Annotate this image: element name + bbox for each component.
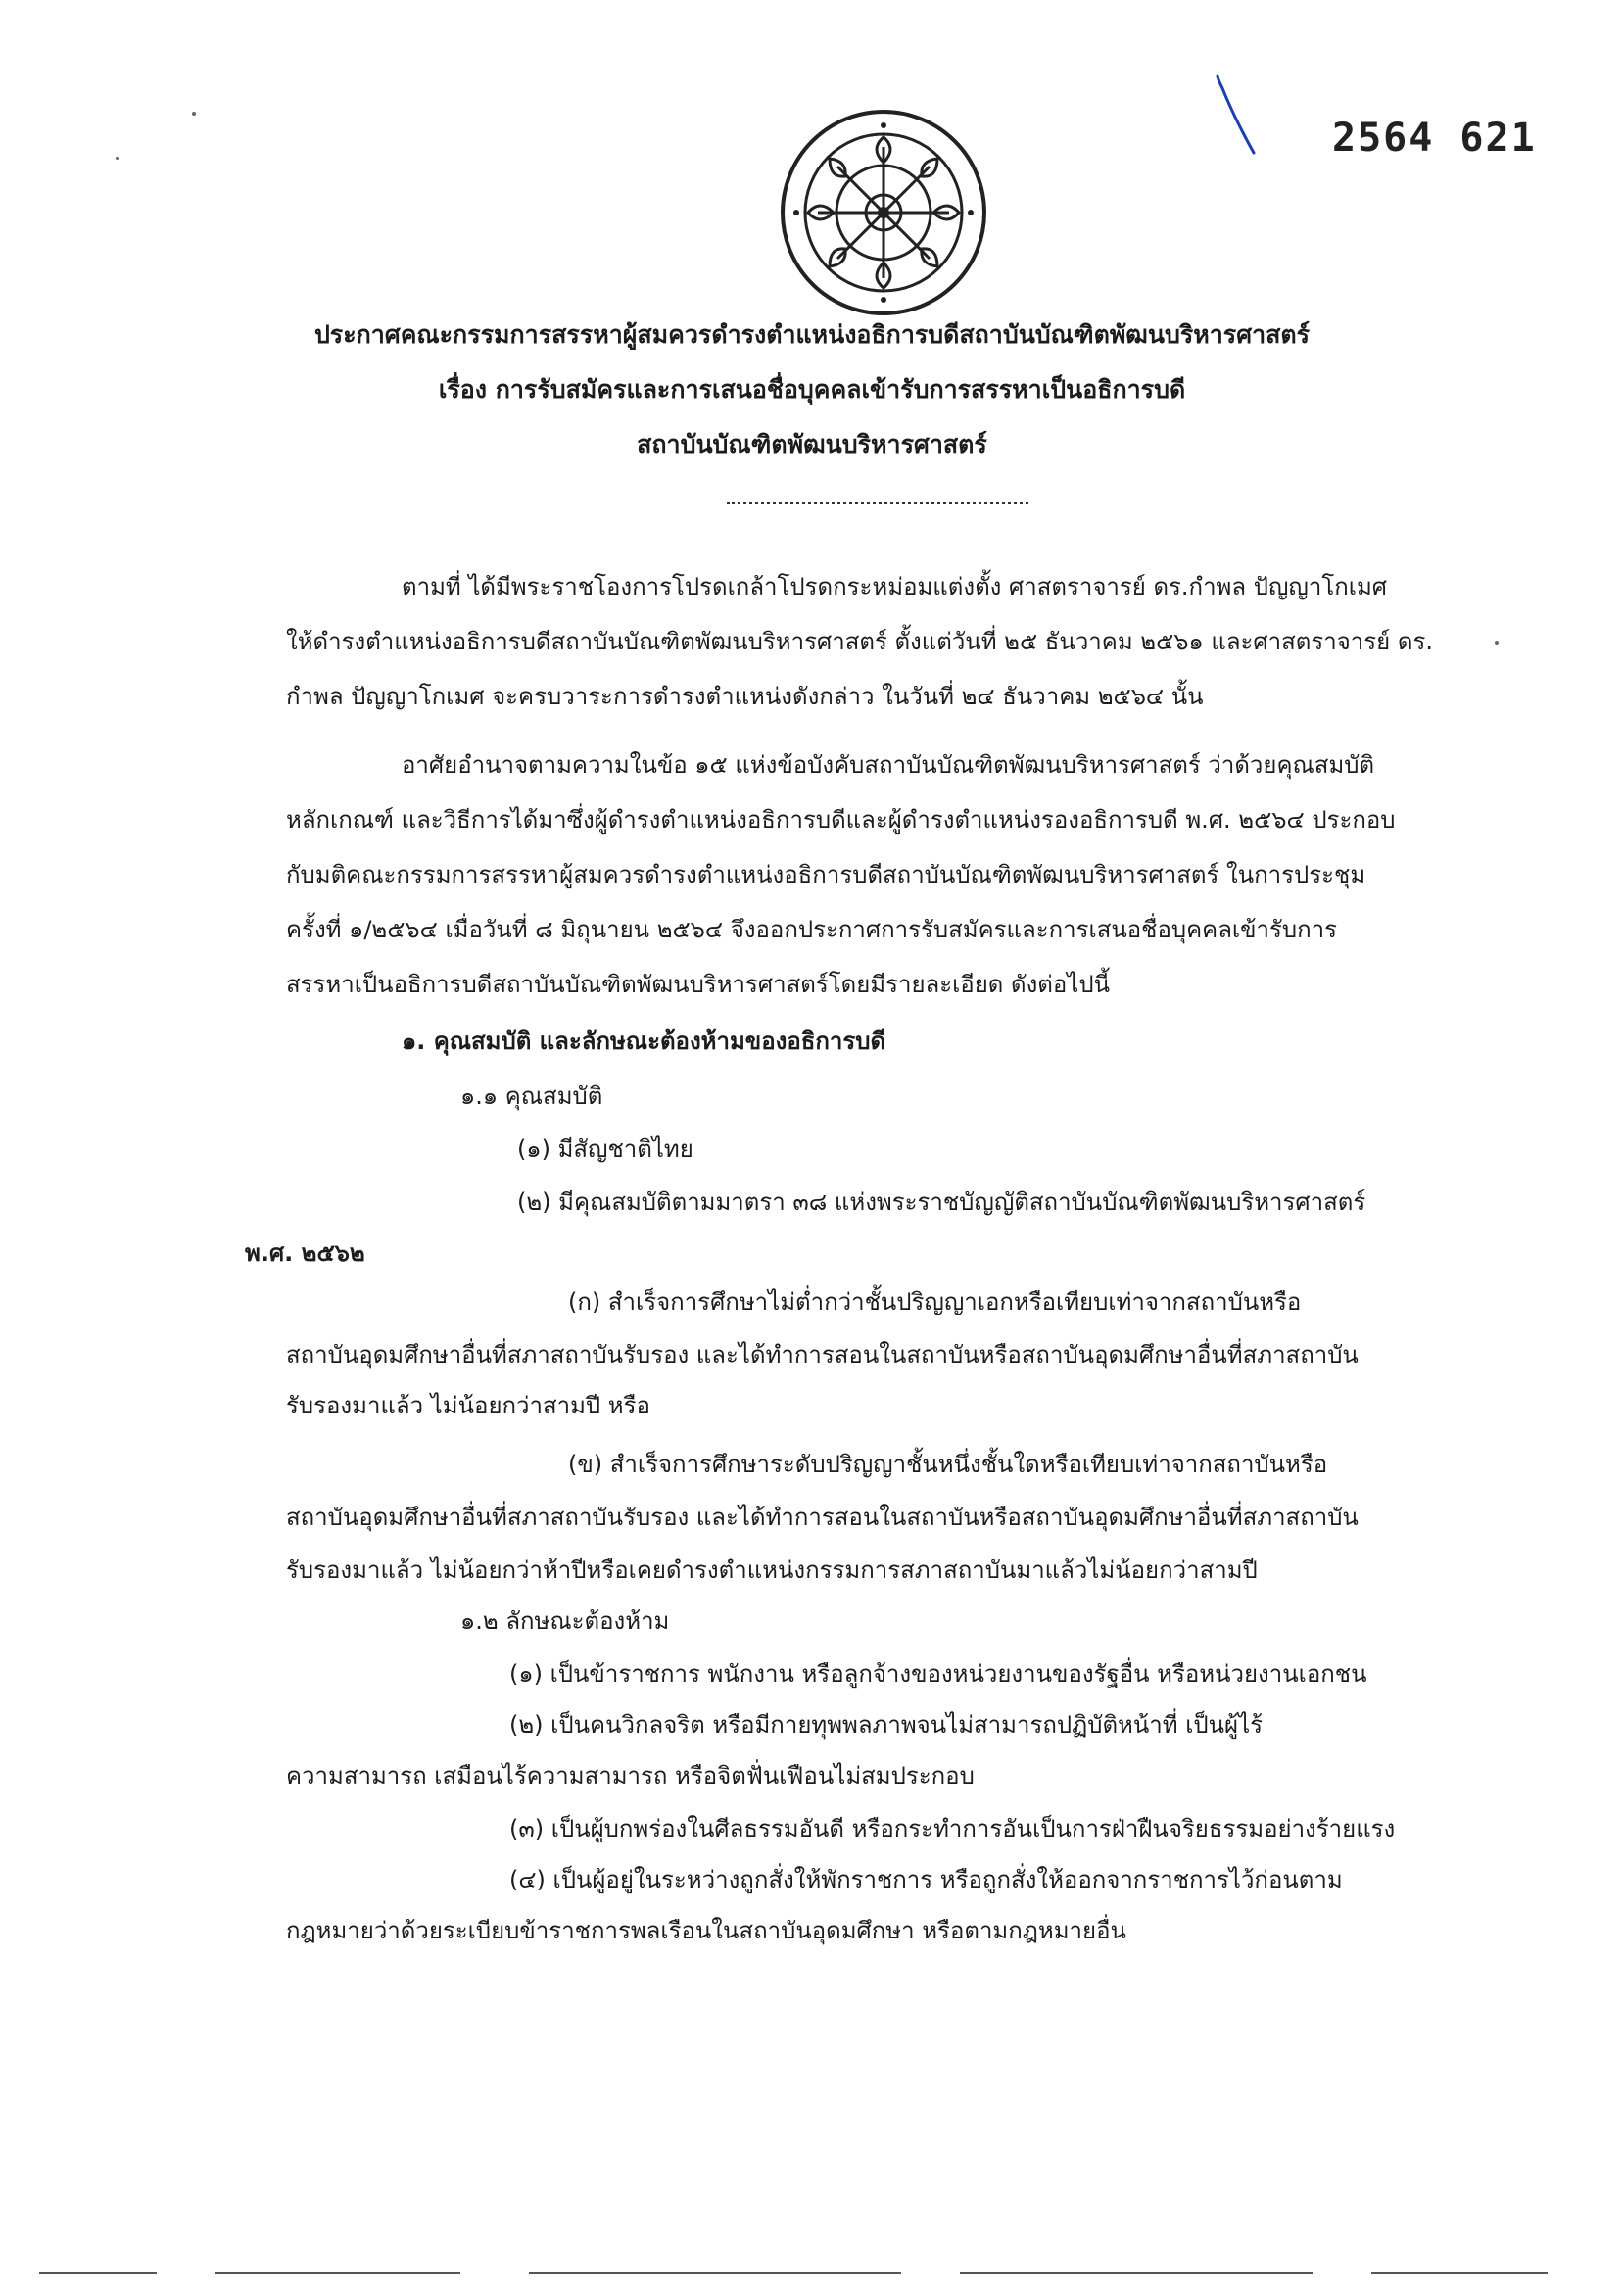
para1-line-3: กำพล ปัญญาโกเมศ จะครบวาระการดำรงตำแหน่งดังกล่าว ในวันที่ ๒๔ ธันวาคม ๒๕๖๔ นั้น xyxy=(286,683,1204,710)
scan-edge-line xyxy=(960,2272,1313,2274)
qualification-1: (๑) มีสัญชาติไทย xyxy=(517,1135,693,1163)
para1-line-1: ตามที่ ได้มีพระราชโองการโปรดเกล้าโปรดกระหม่อมแต่งตั้ง ศาสตราจารย์ ดร.กำพล ปัญญาโกเมศ xyxy=(402,573,1387,600)
para2-line-1: อาศัยอำนาจตามความในข้อ ๑๕ แห่งข้อบังคับสถาบันบัณฑิตพัฒนบริหารศาสตร์ ว่าด้วยคุณสมบัติ xyxy=(402,751,1375,779)
para2-line-4: ครั้งที่ ๑/๒๕๖๔ เมื่อวันที่ ๘ มิถุนายน ๒๕๖๔ จึงออกประกาศการรับสมัครและการเสนอชื่อบุคคลเข้ารับการ xyxy=(286,916,1338,943)
qualification-a-line-1: (ก) สำเร็จการศึกษาไม่ต่ำกว่าชั้นปริญญาเอกหรือเทียบเท่าจากสถาบันหรือ xyxy=(568,1288,1302,1315)
qualification-a-line-3: รับรองมาแล้ว ไม่น้อยกว่าสามปี หรือ xyxy=(286,1392,650,1419)
title-line-1: ประกาศคณะกรรมการสรรหาผู้สมควรดำรงตำแหน่งอธิการบดีสถาบันบัณฑิตพัฒนบริหารศาสตร์ xyxy=(313,320,1311,349)
prohibition-3: (๓) เป็นผู้บกพร่องในศีลธรรมอันดี หรือกระทำการอันเป็นการฝ่าฝืนจริยธรรมอย่างร้ายแรง xyxy=(509,1815,1396,1842)
prohibition-2-line-2: ความสามารถ เสมือนไร้ความสามารถ หรือจิตฟั่นเฟือนไม่สมประกอบ xyxy=(286,1762,975,1790)
title-line-2: เรื่อง การรับสมัครและการเสนอชื่อบุคคลเข้ารับการสรรหาเป็นอธิการบดี xyxy=(438,375,1186,404)
institution-seal-icon xyxy=(779,108,989,318)
section1-2-heading: ๑.๒ ลักษณะต้องห้าม xyxy=(460,1607,670,1635)
dotted-divider xyxy=(727,502,1028,504)
prohibition-4-line-2: กฎหมายว่าด้วยระเบียบข้าราชการพลเรือนในสถาบันอุดมศึกษา หรือตามกฎหมายอื่น xyxy=(286,1917,1126,1944)
scan-speck xyxy=(116,157,119,160)
scan-edge-line xyxy=(1371,2272,1548,2274)
prohibition-2-line-1: (๒) เป็นคนวิกลจริต หรือมีกายทุพพลภาพจนไม่สามารถปฏิบัติหน้าที่ เป็นผู้ไร้ xyxy=(509,1711,1264,1739)
pen-mark xyxy=(1213,71,1262,159)
para1-line-2: ให้ดำรงตำแหน่งอธิการบดีสถาบันบัณฑิตพัฒนบริหารศาสตร์ ตั้งแต่วันที่ ๒๕ ธันวาคม ๒๕๖๑ และศาสตราจารย์ ดร. xyxy=(286,628,1433,655)
qualification-a-line-2: สถาบันอุดมศึกษาอื่นที่สภาสถาบันรับรอง และได้ทำการสอนในสถาบันหรือสถาบันอุดมศึกษาอื่นที่สภาสถาบัน xyxy=(286,1341,1359,1368)
title-line-3: สถาบันบัณฑิตพัฒนบริหารศาสตร์ xyxy=(637,430,987,458)
qualification-2-year: พ.ศ. ๒๕๖๒ xyxy=(245,1239,365,1267)
qualification-2: (๒) มีคุณสมบัติตามมาตรา ๓๘ แห่งพระราชบัญญัติสถาบันบัณฑิตพัฒนบริหารศาสตร์ xyxy=(517,1188,1366,1216)
qualification-b-line-1: (ข) สำเร็จการศึกษาระดับปริญญาชั้นหนึ่งชั้นใดหรือเทียบเท่าจากสถาบันหรือ xyxy=(568,1451,1328,1478)
para2-line-5: สรรหาเป็นอธิการบดีสถาบันบัณฑิตพัฒนบริหารศาสตร์โดยมีรายละเอียด ดังต่อไปนี้ xyxy=(286,971,1111,998)
qualification-b-line-3: รับรองมาแล้ว ไม่น้อยกว่าห้าปีหรือเคยดำรงตำแหน่งกรรมการสภาสถาบันมาแล้วไม่น้อยกว่าสามปี xyxy=(286,1556,1258,1584)
prohibition-4-line-1: (๔) เป็นผู้อยู่ในระหว่างถูกสั่งให้พักราชการ หรือถูกสั่งให้ออกจากราชการไว้ก่อนตาม xyxy=(509,1866,1343,1893)
document-number: 2564 621 xyxy=(1332,116,1537,161)
section1-heading: ๑. คุณสมบัติ และลักษณะต้องห้ามของอธิการบดี xyxy=(402,1028,886,1055)
scan-edge-line xyxy=(39,2272,157,2274)
scan-speck xyxy=(192,112,196,116)
scan-edge-line xyxy=(529,2272,901,2274)
section1-1-heading: ๑.๑ คุณสมบัติ xyxy=(460,1082,603,1110)
scan-speck xyxy=(1495,641,1499,645)
prohibition-1: (๑) เป็นข้าราชการ พนักงาน หรือลูกจ้างของหน่วยงานของรัฐอื่น หรือหน่วยงานเอกชน xyxy=(509,1660,1367,1688)
para2-line-2: หลักเกณฑ์ และวิธีการได้มาซึ่งผู้ดำรงตำแหน่งอธิการบดีและผู้ดำรงตำแหน่งรองอธิการบดี พ.ศ. ๒๕๖๔ ประกอบ xyxy=(286,806,1396,834)
qualification-b-line-2: สถาบันอุดมศึกษาอื่นที่สภาสถาบันรับรอง และได้ทำการสอนในสถาบันหรือสถาบันอุดมศึกษาอื่นที่สภาสถาบัน xyxy=(286,1504,1359,1531)
scan-edge-line xyxy=(215,2272,460,2274)
para2-line-3: กับมติคณะกรรมการสรรหาผู้สมควรดำรงตำแหน่งอธิการบดีสถาบันบัณฑิตพัฒนบริหารศาสตร์ ในการประชุม xyxy=(286,861,1366,888)
